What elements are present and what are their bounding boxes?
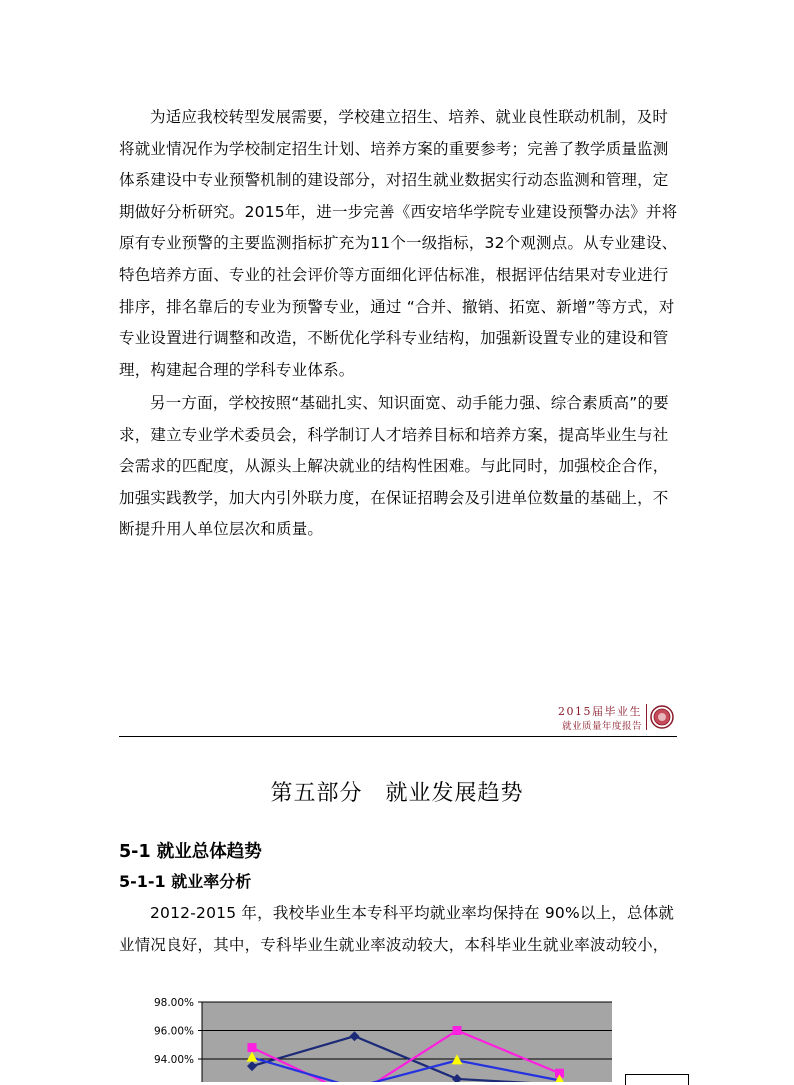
sub-subsection-heading: 5-1-1 就业率分析 xyxy=(119,872,252,891)
footer-rule xyxy=(119,736,677,737)
data-point xyxy=(453,1026,462,1035)
footer-report-line: 就业质量年度报告 xyxy=(561,721,642,732)
subsection-heading: 5-1 就业总体趋势 xyxy=(119,842,262,862)
footer-divider xyxy=(646,704,647,730)
employment-rate-line-chart xyxy=(140,992,680,1082)
section-title: 第五部分 就业发展趋势 xyxy=(270,781,524,806)
footer-year-line: 2015届毕业生 xyxy=(558,705,642,718)
chart-legend-box xyxy=(625,1074,689,1085)
y-tick-label: 94.00% xyxy=(153,1054,194,1066)
school-seal-icon xyxy=(650,705,674,729)
y-tick-label: 98.00% xyxy=(153,997,194,1009)
y-tick-label: 96.00% xyxy=(153,1025,194,1038)
body-paragraph-2: 另一方面，学校按照“基础扎实、知识面宽、动手能力强、综合素质高”的要求，建立专业学术委员会，科学制订人才培养目标和培养方案，提高毕业生与社会需求的匹配度，从源头上解决就业的结构性困难。与此同时，加强校企合作，加强实践教学，加大内引外联力度，在保证招聘会及引进单位数量的基础上，不断提升用人单位层次和质量。 xyxy=(119,394,669,539)
section-paragraph: 2012-2015 年，我校毕业生本专科平均就业率均保持在 90%以上，总体就业情况良好，其中，专科毕业生就业率波动较大，本科毕业生就业率波动较小， xyxy=(119,904,675,954)
body-paragraph-1: 为适应我校转型发展需要，学校建立招生、培养、就业良性联动机制，及时将就业情况作为学校制定招生计划、培养方案的重要参考；完善了教学质量监测体系建设中专业预警机制的建设部分，对招生就业数据实行动态监测和管理，定期做好分析研究。2015年，进一步完善《西安培华学院专业建设预警办法》并将原有专业预警的主要监测指标扩充为11个一级指标，32个观测点。从专业建设、特色培养方面、专业的社会评价等方面细化评估标准，根据评估结果对专业进行排序，排名靠后的专业为预警专业，通过 “合并、撤销、拓宽、新增”等方式，对专业设置进行调整和改造，不断优化学科专业结构，加强新设置专业的建设和管理，构建起合理的学科专业体系。 xyxy=(119,108,678,379)
data-point xyxy=(248,1043,257,1052)
report-footer-logo xyxy=(540,702,680,734)
